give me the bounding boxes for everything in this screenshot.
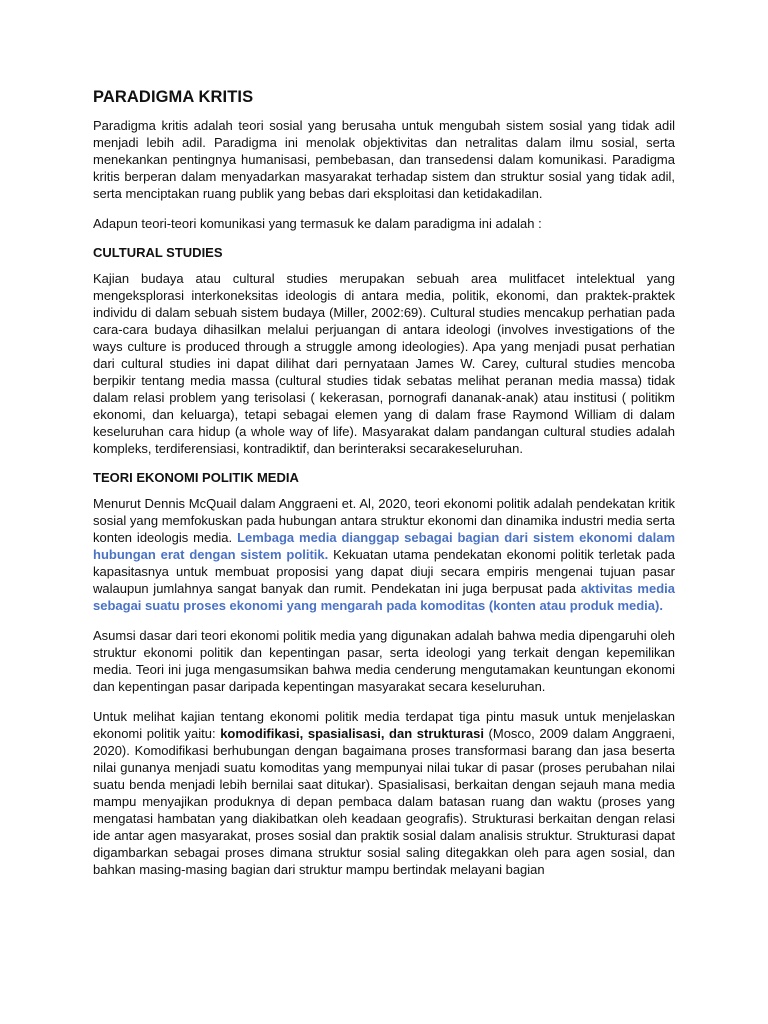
lead-paragraph: Adapun teori-teori komunikasi yang termasuk ke dalam paradigma ini adalah : <box>93 216 542 231</box>
section-heading-cultural-studies: CULTURAL STUDIES <box>93 245 223 260</box>
text-run: (Mosco, 2009 dalam Anggraeni, 2020). Komodifikasi berhubungan dengan bagaimana proses transformasi barang dan jasa beserta nilai gunanya menjadi suatu komoditas yang mempunyai nilai tukar di pasar (proses perubahan nilai suatu benda menjadi lebih bernilai saat ditukar). Spasialisasi, berkaitan dengan sejauh mana media mampu menyajikan produknya di depan pembaca dalam batasan ruang dan waktu (proses yang mengatasi hambatan yang diakibatkan oleh keadaan geografis). Strukturasi berkaitan dengan relasi ide antar agen masyarakat, proses sosial dan praktik sosial dalam analisis struktur. Strukturasi dapat digambarkan sebagai proses dimana struktur sosial saling ditegakkan oleh para agen sosial, dan bahkan masing-masing bagian dari struktur mampu bertindak melayani bagian <box>93 726 676 877</box>
text-run: Menurut Dennis McQuail dalam Anggraeni et. Al, 2020, teori ekonomi politik adalah pendekatan kritik sosial yang memfokuskan pada hubungan antara struktur ekonomi dan dinamika industri media serta konten ideologis media. <box>93 496 675 545</box>
section-heading-ekonomi-politik: TEORI EKONOMI POLITIK MEDIA <box>93 470 299 485</box>
ekonomi-paragraph-1 <box>93 495 675 614</box>
ekonomi-paragraph-2: Asumsi dasar dari teori ekonomi politik media yang digunakan adalah bahwa media dipengaruhi oleh struktur ekonomi politik dan kepentingan pasar, serta ideologi yang terkait dengan kepemilikan media. Teori ini juga mengasumsikan bahwa media cenderung mengutamakan keuntungan ekonomi dan kepentingan pasar daripada kepentingan masyarakat secara keseluruhan. <box>93 628 675 694</box>
ekonomi-paragraph-3 <box>93 708 675 878</box>
highlighted-text: aktivitas media sebagai suatu proses ekonomi yang mengarah pada komoditas (konten atau produk media). <box>93 581 675 613</box>
document-page <box>93 88 675 891</box>
text-run: Kekuatan utama pendekatan ekonomi politik terletak pada kapasitasnya untuk membuat proposisi yang dapat diuji secara empiris mengenai tujuan pasar walaupun jumlahnya sangat banyak dan rumit. Pendekatan ini juga berpusat pada <box>93 547 675 596</box>
intro-paragraph: Paradigma kritis adalah teori sosial yang berusaha untuk mengubah sistem sosial yang tidak adil menjadi lebih adil. Paradigma ini menolak objektivitas dan netralitas dalam ilmu sosial, serta menekankan pentingnya humanisasi, pembebasan, dan transedensi dalam komunikasi. Paradigma kritis berperan dalam menyadarkan masyarakat terhadap sistem dan struktur sosial yang tidak adil, serta menciptakan ruang publik yang bebas dari eksploitasi dan ketidakadilan. <box>93 118 675 201</box>
text-run: Untuk melihat kajian tentang ekonomi politik media terdapat tiga pintu masuk untuk menjelaskan ekonomi politik yaitu: <box>93 709 675 741</box>
highlighted-text: Lembaga media dianggap sebagai bagian dari sistem ekonomi dalam hubungan erat dengan sistem politik. <box>93 530 676 562</box>
bold-text: komodifikasi, spasialisasi, dan strukturasi <box>220 726 484 741</box>
page-title: PARADIGMA KRITIS <box>93 88 254 106</box>
cultural-studies-paragraph: Kajian budaya atau cultural studies merupakan sebuah area mulitfacet intelektual yang mengeksplorasi interkoneksitas ideologis di antara media, politik, ekonomi, dan praktek-praktek individu di dalam sebuah sistem budaya (Miller, 2002:69). Cultural studies mencakup perhatian pada cara-cara budaya dihasilkan melalui perjuangan di antara ideologi (involves investigations of the ways culture is produced through a struggle among ideologies). Apa yang menjadi pusat perhatian dari cultural studies ini dapat dilihat dari pernyataan James W. Carey, cultural studies mencoba berpikir tentang media massa (cultural studies tidak sebatas melihat peranan media massa) tidak dalam relasi problem yang terisolasi ( kekerasan, pornografi dananak-anak) atau institusi ( politikm ekonomi, dan keluarga), tetapi sebagai elemen yang di dalam frase Raymond William di dalam keseluruhan cara hidup (a whole way of life). Masyarakat dalam pandangan cultural studies adalah kompleks, terdiferensiasi, kontradiktif, dan berinteraksi secarakeseluruhan. <box>93 271 675 456</box>
